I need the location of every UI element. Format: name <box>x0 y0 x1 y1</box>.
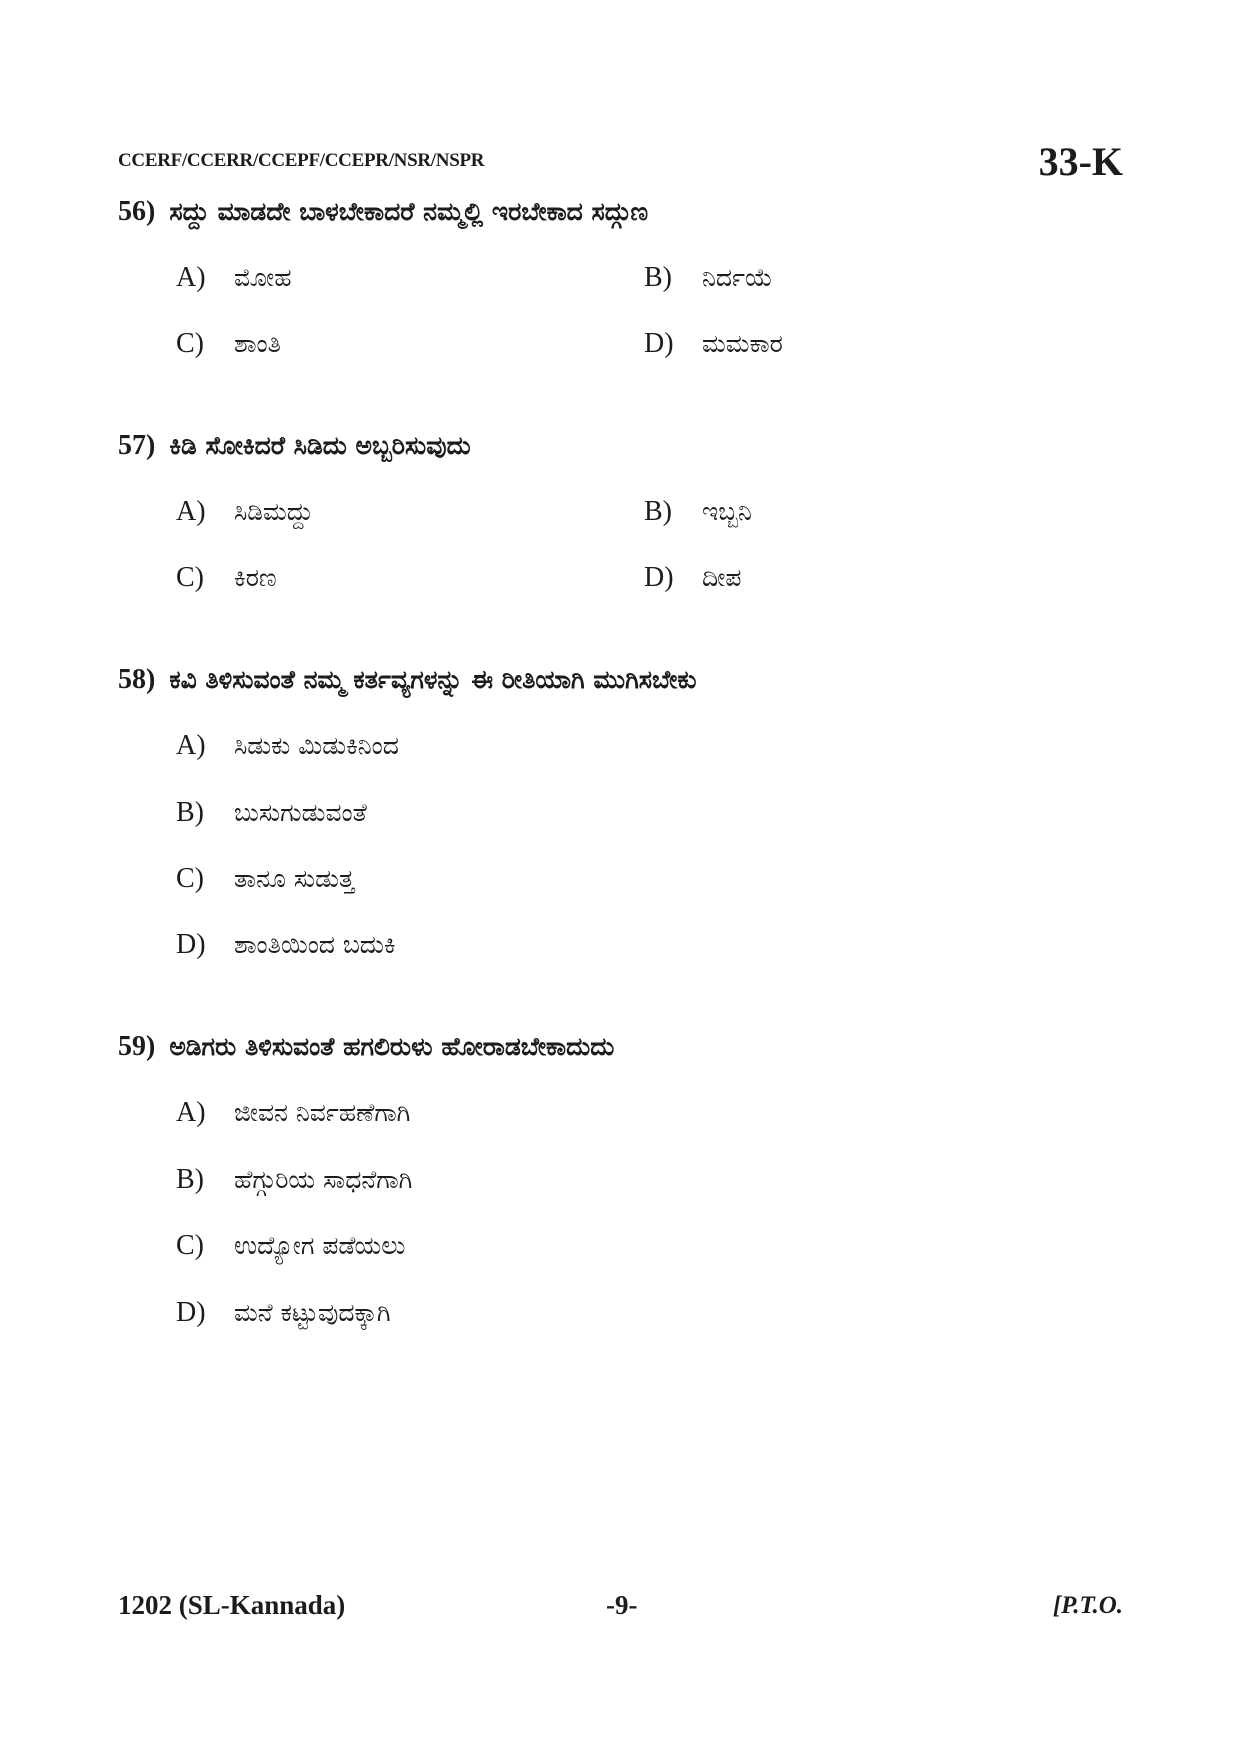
option-label: B) <box>176 797 204 828</box>
question-59 <box>118 1031 614 1063</box>
option-text: ಬುಸುಗುಡುವಂತೆ <box>234 798 367 827</box>
question-number: 58) <box>118 664 156 695</box>
option-57-d[interactable] <box>644 562 741 594</box>
question-56 <box>118 196 648 228</box>
option-text: ಹೆಗ್ಗುರಿಯ ಸಾಧನೆಗಾಗಿ <box>234 1165 413 1194</box>
option-57-a[interactable] <box>176 496 313 528</box>
option-label: B) <box>644 496 672 527</box>
option-text: ಶಾಂತಿಯಿಂದ ಬದುಕಿ <box>234 930 396 959</box>
option-text: ಸಿಡಿಮದ್ದು <box>234 497 314 526</box>
option-label: A) <box>176 1097 206 1128</box>
option-57-c[interactable] <box>176 562 277 594</box>
option-label: C) <box>176 562 204 593</box>
option-59-d[interactable] <box>176 1297 391 1329</box>
option-text: ಮನೆ ಕಟ್ಟುವುದಕ್ಕಾಗಿ <box>234 1298 391 1327</box>
option-text: ಸಿಡುಕು ಮಿಡುಕಿನಿಂದ <box>234 731 399 760</box>
option-text: ನಿರ್ದಯೆ <box>702 263 773 292</box>
question-57 <box>118 430 471 462</box>
option-text: ಶಾಂತಿ <box>234 329 281 358</box>
question-number: 59) <box>118 1031 156 1062</box>
option-58-b[interactable] <box>176 797 367 829</box>
option-text: ಉದ್ಯೋಗ ಪಡೆಯಲು <box>234 1231 406 1260</box>
option-label: C) <box>176 863 204 894</box>
option-text: ದೀಪ <box>702 563 742 592</box>
option-56-c[interactable] <box>176 328 281 360</box>
question-text: ಕವಿ ತಿಳಿಸುವಂತೆ ನಮ್ಮ ಕರ್ತವ್ಯಗಳನ್ನು ಈ ರೀತಿಯಾಗಿ ಮುಗಿಸಬೇಕು <box>169 665 697 694</box>
option-58-d[interactable] <box>176 929 396 961</box>
option-text: ತಾನೂ ಸುಡುತ್ತ <box>234 864 355 893</box>
header-exam-code: CCERF/CCERR/CCEPF/CCEPR/NSR/NSPR <box>118 150 485 171</box>
question-number: 56) <box>118 196 156 227</box>
option-text: ಮಮಕಾರ <box>702 329 783 358</box>
question-text: ಸದ್ದು ಮಾಡದೇ ಬಾಳಬೇಕಾದರೆ ನಮ್ಮಲ್ಲಿ ಇರಬೇಕಾದ ಸದ್ಗುಣ <box>169 197 649 226</box>
option-label: D) <box>176 1297 206 1328</box>
option-59-c[interactable] <box>176 1230 405 1262</box>
question-text: ಅಡಿಗರು ತಿಳಿಸುವಂತೆ ಹಗಲಿರುಳು ಹೋರಾಡಬೇಕಾದುದು <box>169 1032 615 1061</box>
option-label: B) <box>176 1164 204 1195</box>
option-56-d[interactable] <box>644 328 783 360</box>
footer-paper-code: 1202 (SL-Kannada) <box>118 1590 346 1620</box>
header-set-code: 33-K <box>1038 139 1123 184</box>
question-number: 57) <box>118 430 156 461</box>
option-text: ಜೀವನ ನಿರ್ವಹಣೆಗಾಗಿ <box>234 1098 411 1127</box>
option-label: A) <box>176 496 206 527</box>
option-57-b[interactable] <box>644 496 752 528</box>
option-label: D) <box>644 328 674 359</box>
footer-page-number: -9- <box>606 1590 638 1620</box>
option-text: ಮೋಹ <box>234 263 292 292</box>
option-label: C) <box>176 328 204 359</box>
option-label: A) <box>176 262 206 293</box>
option-56-b[interactable] <box>644 262 773 294</box>
option-text: ಇಬ್ಬನಿ <box>702 497 752 526</box>
option-59-b[interactable] <box>176 1164 412 1196</box>
option-text: ಕಿರಣ <box>234 563 277 592</box>
option-label: B) <box>644 262 672 293</box>
option-59-a[interactable] <box>176 1097 410 1129</box>
option-58-c[interactable] <box>176 863 354 895</box>
option-label: A) <box>176 730 206 761</box>
option-56-a[interactable] <box>176 262 292 294</box>
option-label: D) <box>644 562 674 593</box>
question-text: ಕಿಡಿ ಸೋಕಿದರೆ ಸಿಡಿದು ಅಬ್ಬರಿಸುವುದು <box>169 431 471 460</box>
option-label: C) <box>176 1230 204 1261</box>
footer-pto: [P.T.O. <box>1052 1592 1123 1619</box>
option-label: D) <box>176 929 206 960</box>
question-58 <box>118 664 697 696</box>
option-58-a[interactable] <box>176 730 399 762</box>
